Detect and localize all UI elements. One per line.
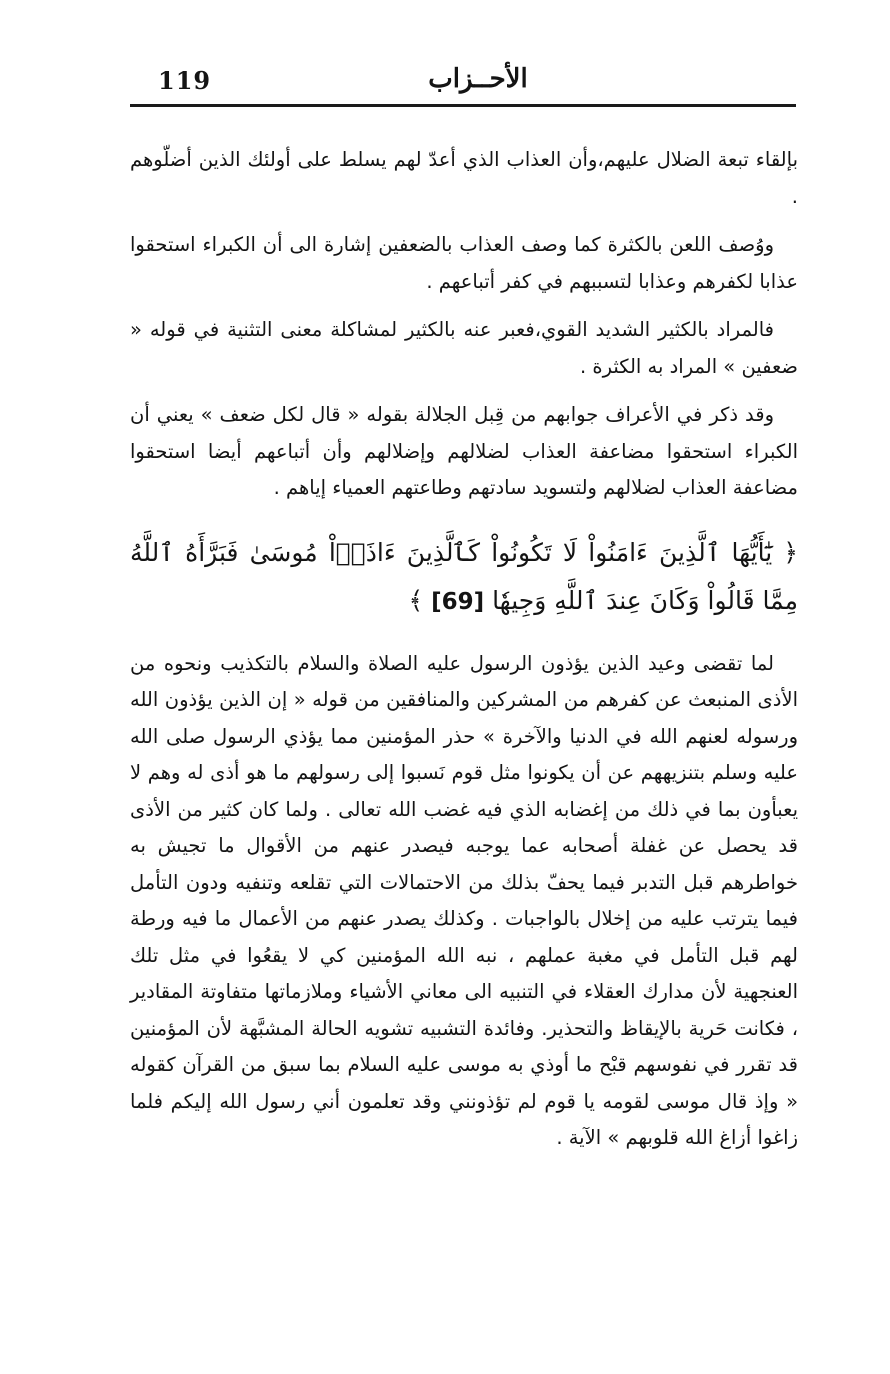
verse-text: يَٰٓأَيُّهَا ٱلَّذِينَ ءَامَنُواْ لَا تَكُونُواْ كَٱلَّذِينَ ءَاذَوۡاْ مُوسَىٰ فَبَرَّأَهُ ٱللَّهُ مِمَّا قَالُواْ وَكَانَ عِندَ ٱللَّهِ وَجِيهٗا <box>130 537 798 615</box>
page-number: 119 <box>158 66 212 95</box>
page-header <box>128 60 798 104</box>
page-body <box>130 142 798 1157</box>
paragraph-3: فالمراد بالكثير الشديد القوي،فعبر عنه بالكثير لمشاكلة معنى التثنية في قوله « ضعفين » المراد به الكثرة . <box>130 318 798 378</box>
running-title: الأحــزاب <box>428 64 528 94</box>
verse-number: [69] <box>431 588 485 615</box>
quran-verse <box>130 529 798 626</box>
verse-close-bracket: ﴾ <box>408 585 424 615</box>
header-rule <box>130 104 796 107</box>
paragraph-2: ووُصف اللعن بالكثرة كما وصف العذاب بالضعفين إشارة الى أن الكبراء استحقوا عذابا لكفرهم وعذابا لتسببهم في كفر أتباعهم . <box>130 233 798 293</box>
paragraph-4: وقد ذكر في الأعراف جوابهم من قِبل الجلالة بقوله « قال لكل ضعف » يعني أن الكبراء استحقوا مضاعفة العذاب لضلالهم وإضلالهم وأن أتباعهم أيضا استحقوا مضاعفة العذاب لضلالهم ولتسويد سادتهم وطاعتهم العمياء إياهم . <box>130 403 798 499</box>
paragraph-1: بإلقاء تبعة الضلال عليهم،وأن العذاب الذي أعدّ لهم يسلط على أولئك الذين أضلّوهم . <box>130 148 798 208</box>
verse-open-bracket: ﴿ <box>783 537 798 567</box>
paragraph-5: لما تقضى وعيد الذين يؤذون الرسول عليه الصلاة والسلام بالتكذيب ونحوه من الأذى المنبعث عن كفرهم من المشركين والمنافقين من قوله « إن الذين يؤذون الله ورسوله لعنهم الله في الدنيا والآخرة » حذر المؤمنين مما يؤذي الرسول صلى الله عليه وسلم بتنزيههم عن أن يكونوا مثل قوم نَسبوا إلى رسولهم ما هو أذى له وهم لا يعبأون بما في ذلك من إغضابه الذي فيه غضب الله تعالى . ولما كان كثير من الأذى قد يحصل عن غفلة أصحابه عما يوجبه فيصدر عنهم من الأقوال ما تجيش به خواطرهم قبل التدبر فيما يحفّ بذلك من الاحتمالات التي تقلعه وتنفيه ودون التأمل فيما يترتب عليه من إخلال بالواجبات . وكذلك يصدر عنهم من الأعمال ما فيه ورطة لهم قبل التأمل في مغبة عملهم ، نبه الله المؤمنين كي لا يقعُوا في مثل تلك العنجهية لأن مدارك العقلاء في التنبيه الى معاني الأشياء وملازماتها متفاوتة المقادير ، فكانت حَرية بالإيقاظ والتحذير. وفائدة التشبيه تشويه الحالة المشبَّهة لأن المؤمنين قد تقرر في نفوسهم قبْح ما أوذي به موسى عليه السلام بما سبق من القرآن كقوله « وإذ قال موسى لقومه يا قوم لم تؤذونني وقد تعلمون أني رسول الله إليكم فلما زاغوا أزاغ الله قلوبهم » الآية . <box>130 651 798 1149</box>
